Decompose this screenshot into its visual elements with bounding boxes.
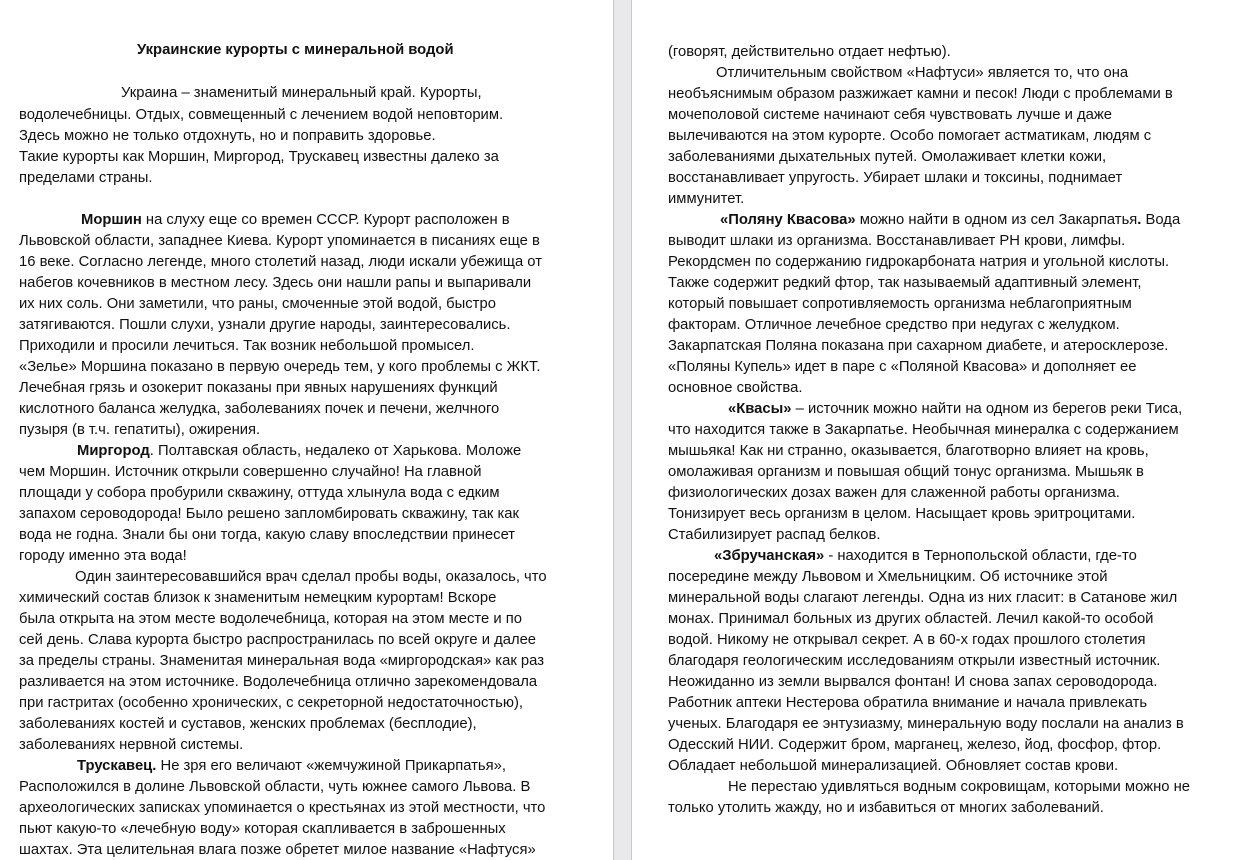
right-column-line bbox=[668, 441, 1149, 462]
left-column-line bbox=[75, 567, 547, 588]
text-run: сей день. Слава курорта быстро распространилась по всей округе и далее bbox=[19, 632, 537, 648]
bold-text: Миргород bbox=[77, 443, 150, 459]
text-run: Здесь можно не только отдохнуть, но и поправить здоровье. bbox=[19, 128, 436, 144]
bold-text: Трускавец. bbox=[77, 758, 157, 774]
text-run: на слуху еще со времен СССР. Курорт расположен в bbox=[141, 212, 510, 228]
right-column-line bbox=[668, 168, 1122, 189]
right-column-line bbox=[668, 630, 1146, 651]
text-run: необъяснимым образом разжижает камни и песок! Люди с проблемами в bbox=[668, 86, 1173, 102]
text-run: кислотного баланса желудка, заболеваниях почек и печени, желчного bbox=[19, 401, 500, 417]
text-run: их них соль. Они заметили, что раны, смоченные этой водой, быстро bbox=[19, 296, 496, 312]
text-run: что находится также в Закарпатье. Необычная минералка с содержанием bbox=[668, 422, 1179, 438]
text-run: Также содержит редкий фтор, так называемый адаптивный элемент, bbox=[668, 275, 1142, 291]
right-column-line bbox=[668, 273, 1141, 294]
left-column-line bbox=[19, 840, 536, 860]
right-column-line bbox=[668, 756, 1118, 777]
text-run: Расположился в долине Львовской области, чуть южнее самого Львова. В bbox=[19, 779, 531, 795]
left-column-line bbox=[19, 735, 243, 756]
left-column-line bbox=[19, 357, 540, 378]
left-column-line bbox=[19, 672, 537, 693]
text-run: химический состав близок к знаменитым немецким курортам! Вскоре bbox=[19, 590, 497, 606]
left-column-line bbox=[19, 336, 475, 357]
text-run: факторам. Отличное лечебное средство при недугах с желудком. bbox=[668, 317, 1120, 333]
text-run: который повышает сопротивляемость организма неблагоприятным bbox=[668, 296, 1132, 312]
right-column-line bbox=[668, 714, 1184, 735]
text-run: восстанавливает упругость. Убирает шлаки и токсины, поднимает bbox=[668, 170, 1123, 186]
left-column-line bbox=[19, 231, 540, 252]
text-run: Работник аптеки Нестерова обратила внимание и начала привлекать bbox=[668, 695, 1148, 711]
left-column-line bbox=[19, 126, 436, 147]
right-column-line bbox=[668, 420, 1179, 441]
text-run: Не зря его величают «жемчужиной Прикарпатья», bbox=[156, 758, 506, 774]
left-column-line bbox=[19, 315, 510, 336]
text-run: «Зелье» Моршина показано в первую очередь тем, у кого проблемы с ЖКТ. bbox=[19, 359, 541, 375]
text-run: Закарпатская Поляна показана при сахарном диабете, и атеросклерозе. bbox=[668, 338, 1169, 354]
right-column-line bbox=[668, 567, 1108, 588]
text-run: основное свойства. bbox=[668, 380, 803, 396]
text-run: . Полтавская область, недалеко от Харькова. Моложе bbox=[149, 443, 522, 459]
right-column-line bbox=[668, 294, 1132, 315]
text-run: археологических записках упоминается о крестьянах из этой местности, что bbox=[19, 800, 546, 816]
text-run: при гастритах (особенно хронических, с секреторной недостаточностью), bbox=[19, 695, 524, 711]
text-run: иммунитет. bbox=[668, 191, 745, 207]
left-column-line bbox=[77, 756, 506, 777]
right-column-line bbox=[728, 399, 1182, 420]
right-column-line bbox=[668, 147, 1106, 168]
text-run: мышьяка! Как ни странно, оказывается, благотворно влияет на кровь, bbox=[668, 443, 1149, 459]
bold-text: Моршин bbox=[81, 212, 142, 228]
text-run: пузыря (в т.ч. гепатиты), ожирения. bbox=[19, 422, 261, 438]
document-page-left bbox=[0, 0, 613, 860]
right-column-line bbox=[668, 693, 1147, 714]
left-column-line bbox=[77, 441, 521, 462]
text-run: Неожиданно из земли вырвался фонтан! И снова запах сероводорода. bbox=[668, 674, 1158, 690]
text-run: - находится в Тернопольской области, где-то bbox=[824, 548, 1137, 564]
text-run: посередине между Львовом и Хмельницким. Об источнике этой bbox=[668, 569, 1108, 585]
text-run: Одесский НИИ. Содержит бром, марганец, железо, йод, фосфор, фтор. bbox=[668, 737, 1162, 753]
left-column-line bbox=[19, 105, 503, 126]
text-run: затягиваются. Пошли слухи, узнали другие народы, заинтересовались. bbox=[19, 317, 511, 333]
left-column-line bbox=[19, 420, 260, 441]
left-column-line bbox=[19, 147, 499, 168]
text-run: Такие курорты как Моршин, Миргород, Трускавец известны далеко за bbox=[19, 149, 499, 165]
text-run: омолаживая организм и повышая общий тонус организма. Мышьяк в bbox=[668, 464, 1144, 480]
text-run: площади у собора пробурили скважину, оттуда хлынула вода с едким bbox=[19, 485, 500, 501]
right-column-line bbox=[668, 84, 1173, 105]
right-column-line bbox=[668, 525, 881, 546]
left-column-line bbox=[19, 252, 542, 273]
right-column-line bbox=[668, 798, 1104, 819]
text-run: 16 веке. Согласно легенде, много столетий назад, люди искали убежища от bbox=[19, 254, 542, 270]
text-run: физиологических дозах важен для слаженной работы организма. bbox=[668, 485, 1120, 501]
left-column-line bbox=[121, 83, 482, 104]
left-column-line bbox=[19, 378, 498, 399]
right-column-line bbox=[668, 189, 744, 210]
text-run: пределами страны. bbox=[19, 170, 153, 186]
text-run: только утолить жажду, но и избавиться от многих заболеваний. bbox=[668, 800, 1104, 816]
right-column-line bbox=[668, 105, 1112, 126]
right-column-line bbox=[668, 42, 951, 63]
text-run: вода не годна. Знали бы они тогда, какую славу впоследствии принесет bbox=[19, 527, 516, 543]
right-column-line bbox=[668, 378, 802, 399]
page-gap bbox=[613, 0, 632, 860]
document-page-right bbox=[632, 0, 1239, 860]
left-column-line bbox=[19, 588, 496, 609]
left-column-line bbox=[19, 819, 506, 840]
left-column-line bbox=[19, 546, 187, 567]
text-run: разливается на этом источнике. Водолечебница отлично зарекомендовала bbox=[19, 674, 538, 690]
left-column-line bbox=[19, 462, 482, 483]
text-run: городу именно эта вода! bbox=[19, 548, 187, 564]
text-run: выводит шлаки из организма. Восстанавливает PH крови, лимфы. bbox=[668, 233, 1126, 249]
text-run: можно найти в одном из сел Закарпатья bbox=[855, 212, 1138, 228]
text-run: заболеваниями дыхательных путей. Омолаживает клетки кожи, bbox=[668, 149, 1107, 165]
right-column-line bbox=[728, 777, 1190, 798]
left-column-line bbox=[19, 399, 499, 420]
text-run: ученых. Благодаря ее энтузиазму, минеральную воду послали на анализ в bbox=[668, 716, 1184, 732]
bold-text: «Квасы» bbox=[728, 401, 792, 417]
bold-text: . bbox=[1137, 212, 1142, 228]
bold-text: «Збручанская» bbox=[714, 548, 825, 564]
text-run: Не перестаю удивляться водным сокровищам, которыми можно не bbox=[728, 779, 1190, 795]
right-column-line bbox=[668, 462, 1144, 483]
text-run: Приходили и просили лечиться. Так возник небольшой промысел. bbox=[19, 338, 475, 354]
text-run: монах. Принимал больных из других областей. Лечил какой-то особой bbox=[668, 611, 1154, 627]
text-run: пьют какую-то «лечебную воду» которая скапливается в заброшенных bbox=[19, 821, 506, 837]
right-column-line bbox=[668, 483, 1120, 504]
right-column-line bbox=[668, 672, 1158, 693]
left-column-line bbox=[19, 483, 500, 504]
right-column-line bbox=[668, 504, 1135, 525]
right-column-line bbox=[720, 210, 1180, 231]
left-column-line bbox=[19, 714, 477, 735]
right-column-line bbox=[668, 336, 1168, 357]
text-run: «Поляны Купель» идет в паре с «Поляной Квасова» и дополняет ее bbox=[668, 359, 1137, 375]
right-column-line bbox=[714, 546, 1137, 567]
right-column-line bbox=[668, 651, 1160, 672]
text-run: набегов кочевников в местном лесу. Здесь они нашли рапы и выпаривали bbox=[19, 275, 532, 291]
text-run: Обладает небольшой минерализацией. Обновляет состав крови. bbox=[668, 758, 1119, 774]
left-column-line bbox=[19, 693, 523, 714]
text-run: водой. Никому не открывал секрет. А в 60-х годах прошлого столетия bbox=[668, 632, 1146, 648]
text-run: Рекордсмен по содержанию гидрокарбоната натрия и угольной кислоты. bbox=[668, 254, 1170, 270]
right-column-line bbox=[668, 357, 1136, 378]
text-run: была открыта на этом месте водолечебница, которая на этом месте и по bbox=[19, 611, 522, 627]
left-column-line bbox=[81, 210, 510, 231]
text-run: – источник можно найти на одном из берегов реки Тиса, bbox=[791, 401, 1183, 417]
right-column-line bbox=[716, 63, 1128, 84]
text-run: благодаря геологическим исследованиям открыли известный источник. bbox=[668, 653, 1161, 669]
text-run: водолечебницы. Отдых, совмещенный с лечением водой неповторим. bbox=[19, 107, 504, 123]
text-run: мочеполовой системе начинают себя чувствовать лучше и даже bbox=[668, 107, 1112, 123]
text-run: шахтах. Эта целительная влага позже обретет милое название «Нафтуся» bbox=[19, 842, 536, 858]
right-column-line bbox=[668, 735, 1161, 756]
left-column-line bbox=[19, 651, 544, 672]
text-run: Один заинтересовавшийся врач сделал пробы воды, оказалось, что bbox=[75, 569, 547, 585]
left-column-line bbox=[19, 504, 519, 525]
text-run: минеральной воды слагают легенды. Одна из них гласит: в Сатанове жил bbox=[668, 590, 1178, 606]
text-run: вылечиваются на этом курорте. Особо помогает астматикам, людям с bbox=[668, 128, 1152, 144]
text-run: запахом сероводорода! Было решено запломбировать скважину, так как bbox=[19, 506, 519, 522]
right-column-line bbox=[668, 126, 1151, 147]
left-column-line bbox=[19, 294, 496, 315]
text-run: Украина – знаменитый минеральный край. Курорты, bbox=[121, 85, 482, 101]
text-run: заболеваниях нервной системы. bbox=[19, 737, 244, 753]
right-column-line bbox=[668, 252, 1169, 273]
text-run: Вода bbox=[1141, 212, 1181, 228]
text-run: Отличительным свойством «Нафтуси» является то, что она bbox=[716, 65, 1129, 81]
text-run: за пределы страны. Знаменитая минеральная вода «миргородская» как раз bbox=[19, 653, 545, 669]
left-column-line bbox=[19, 798, 545, 819]
bold-text: «Поляну Квасова» bbox=[720, 212, 856, 228]
left-column-line bbox=[19, 609, 522, 630]
text-run: Лечебная грязь и озокерит показаны при явных нарушениях функций bbox=[19, 380, 498, 396]
text-run: Стабилизирует распад белков. bbox=[668, 527, 881, 543]
text-run: Тонизирует весь организм в целом. Насыщает кровь эритроцитами. bbox=[668, 506, 1136, 522]
right-column-line bbox=[668, 315, 1120, 336]
right-column-line bbox=[668, 231, 1125, 252]
left-column-line bbox=[19, 525, 515, 546]
document-title: Украинские курорты с минеральной водой bbox=[137, 42, 454, 58]
text-run: чем Моршин. Источник открыли совершенно случайно! На главной bbox=[19, 464, 482, 480]
right-column-line bbox=[668, 609, 1153, 630]
left-column-line bbox=[19, 777, 530, 798]
text-run: (говорят, действительно отдает нефтью). bbox=[668, 44, 951, 60]
right-column-line bbox=[668, 588, 1177, 609]
text-run: заболеваниях костей и суставов, женских проблемах (бесплодие), bbox=[19, 716, 477, 732]
left-column-line bbox=[19, 630, 536, 651]
left-column-line bbox=[19, 168, 152, 189]
text-run: Львовской области, западнее Киева. Курорт упоминается в писаниях еще в bbox=[19, 233, 540, 249]
left-column-line bbox=[19, 273, 531, 294]
